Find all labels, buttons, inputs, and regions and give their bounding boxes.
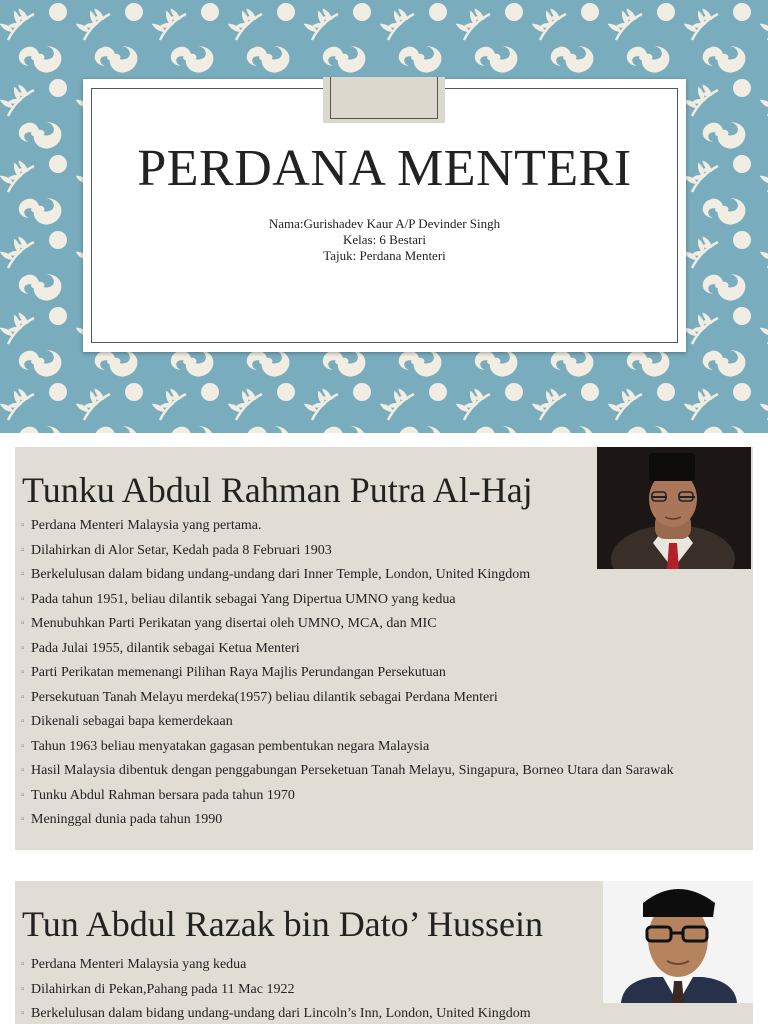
list-item [21, 688, 674, 713]
list-item-text: Parti Perikatan memenangi Pilihan Raya Majlis Perundangan Persekutuan [31, 665, 446, 680]
bullet-icon: ▫ [21, 789, 25, 801]
list-item [21, 980, 531, 1005]
bullet-icon: ▫ [21, 765, 25, 776]
list-item-text: Berkelulusan dalam bidang undang-undang dari Lincoln’s Inn, London, United Kingdom [31, 1006, 531, 1021]
list-item-text: Tunku Abdul Rahman bersara pada tahun 1970 [31, 787, 295, 803]
page-title: PERDANA MENTERI [137, 140, 632, 197]
bullet-icon: ▫ [21, 667, 25, 678]
title-slide [0, 0, 768, 433]
author-class: Kelas: 6 Bestari [342, 232, 427, 247]
list-item-text: Pada Julai 1955, dilantik sebagai Ketua Menteri [31, 640, 300, 656]
list-item-text: Perdana Menteri Malaysia yang pertama. [31, 518, 262, 533]
list-item-text: Berkelulusan dalam bidang undang-undang dari Inner Temple, London, United Kingdom [31, 567, 531, 582]
list-item-text: Tahun 1963 beliau menyatakan gagasan pembentukan negara Malaysia [31, 738, 430, 754]
bullet-icon: ▫ [21, 814, 25, 825]
list-item-text: Dilahirkan di Alor Setar, Kedah pada 8 Februari 1903 [31, 542, 332, 558]
bullet-icon: ▫ [21, 983, 25, 995]
bullet-icon: ▫ [21, 691, 25, 703]
list-item [21, 614, 674, 639]
bullet-icon: ▫ [21, 1008, 25, 1019]
bullet-icon: ▫ [21, 544, 25, 556]
bullet-icon: ▫ [21, 618, 25, 629]
list-item [21, 1004, 531, 1024]
bullet-icon: ▫ [21, 642, 25, 654]
list-item [21, 565, 674, 590]
title-tab-inner [330, 77, 438, 119]
list-item [21, 639, 674, 664]
bullet-icon: ▫ [21, 740, 25, 752]
slide-tun-abdul-razak [15, 881, 753, 1024]
title-tab [323, 77, 445, 123]
bullet-icon: ▫ [21, 959, 25, 970]
author-topic: Tajuk: Perdana Menteri [323, 248, 446, 263]
list-item [21, 761, 674, 786]
list-item [21, 712, 674, 737]
list-item-text: Hasil Malaysia dibentuk dengan penggabungan Perseketuan Tanah Melayu, Singapura, Borneo Utara dan Sarawak [31, 763, 674, 778]
bullet-list [21, 955, 531, 1024]
bullet-list [21, 516, 674, 835]
title-card [83, 79, 686, 352]
slide-heading: Tun Abdul Razak bin Dato’ Hussein [22, 904, 543, 944]
bullet-icon: ▫ [21, 716, 25, 727]
list-item-text: Persekutuan Tanah Melayu merdeka(1957) beliau dilantik sebagai Perdana Menteri [31, 689, 498, 705]
list-item [21, 955, 531, 980]
list-item [21, 786, 674, 811]
portrait-tun-abdul-razak-icon [603, 881, 753, 1003]
bullet-icon: ▫ [21, 569, 25, 580]
list-item-text: Pada tahun 1951, beliau dilantik sebagai Yang Dipertua UMNO yang kedua [31, 591, 456, 607]
author-name: Nama:Gurishadev Kaur A/P Devinder Singh [268, 216, 501, 231]
list-item [21, 516, 674, 541]
list-item [21, 541, 674, 566]
list-item-text: Perdana Menteri Malaysia yang kedua [31, 957, 247, 972]
author-info [83, 216, 686, 264]
list-item [21, 737, 674, 762]
bullet-icon: ▫ [21, 520, 25, 531]
bullet-icon: ▫ [21, 593, 25, 605]
list-item-text: Meninggal dunia pada tahun 1990 [31, 812, 223, 827]
list-item-text: Dikenali sebagai bapa kemerdekaan [31, 714, 233, 729]
portrait-drawing [603, 881, 753, 1003]
slide-tunku-abdul-rahman [15, 447, 753, 850]
list-item [21, 810, 674, 835]
slide-heading: Tunku Abdul Rahman Putra Al-Haj [22, 470, 533, 510]
list-item-text: Dilahirkan di Pekan,Pahang pada 11 Mac 1922 [31, 981, 295, 997]
list-item [21, 663, 674, 688]
list-item-text: Menubuhkan Parti Perikatan yang disertai oleh UMNO, MCA, dan MIC [31, 616, 437, 631]
list-item [21, 590, 674, 615]
